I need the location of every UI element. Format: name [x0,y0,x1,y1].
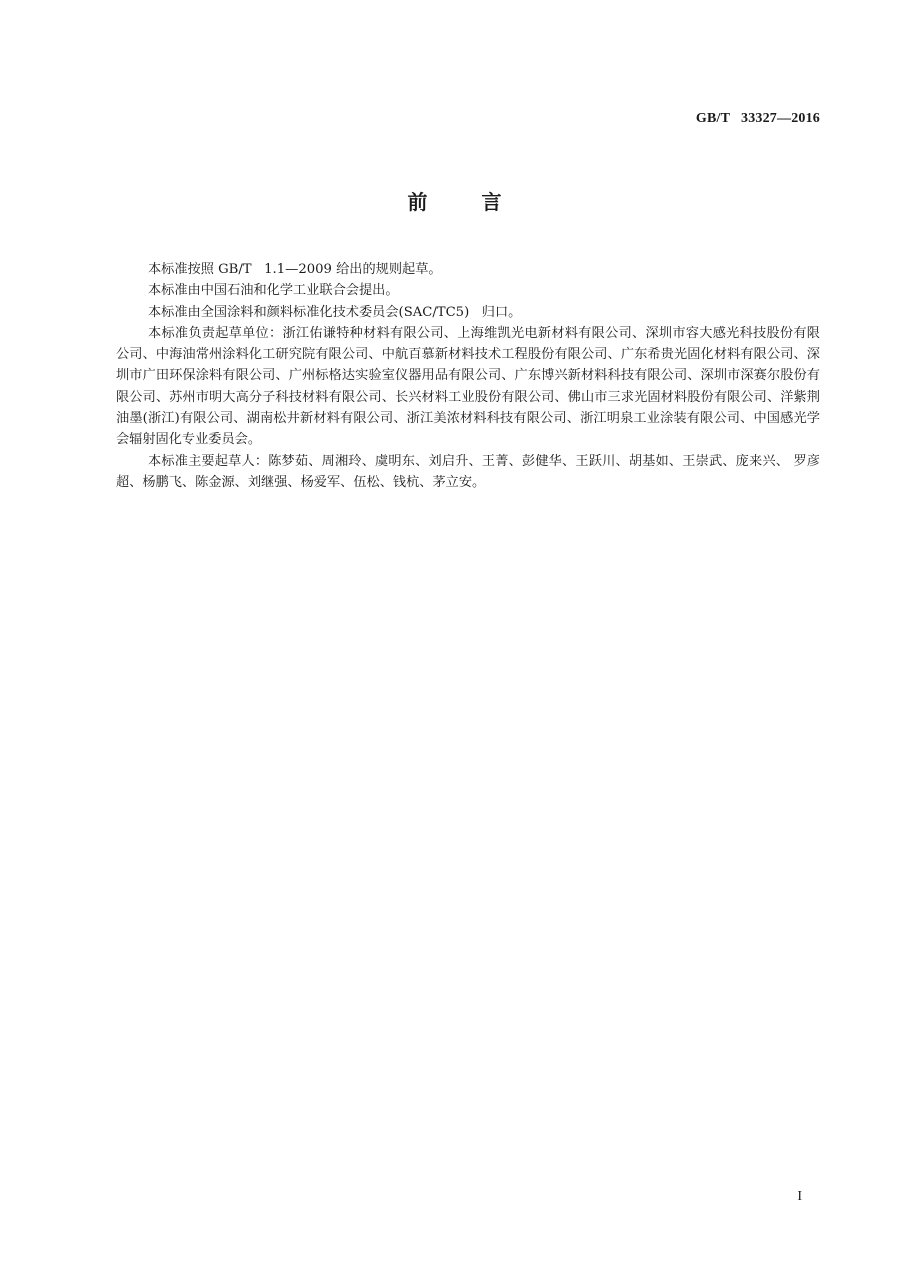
paragraph-drafting-rules: 本标准按照 GB/T 1.1—2009 给出的规则起草。 [148,262,442,277]
foreword-body [116,259,820,493]
page-number: I [797,1189,802,1204]
paragraph-drafters: 本标准主要起草人：陈梦茹、周湘玲、虞明东、刘启升、王菁、彭健华、王跃川、胡基如、王崇武、庞来兴、 罗彦超、杨鹏飞、陈金源、刘继强、杨爱军、伍松、钱杭、茅立安。 [116,453,820,490]
paragraph-drafting-organizations: 本标准负责起草单位：浙江佑谦特种材料有限公司、上海维凯光电新材料有限公司、深圳市容大感光科技股份有限公司、中海油常州涂料化工研究院有限公司、中航百慕新材料技术工程股份有限公司、广东希贵光固化材料有限公司、深圳市广田环保涂料有限公司、广州标格达实验室仪器用品有限公司、广东博兴新材料科技有限公司、深圳市深赛尔股份有限公司、苏州市明大高分子科技材料有限公司、长兴材料工业股份有限公司、佛山市三求光固材料股份有限公司、洋紫荆油墨(浙江)有限公司、湖南松井新材料有限公司、浙江美浓材料科技有限公司、浙江明泉工业涂装有限公司、中国感光学会辐射固化专业委员会。 [116,325,820,448]
paragraph-technical-committee: 本标准由全国涂料和颜料标准化技术委员会(SAC/TC5) 归口。 [148,304,522,320]
paragraph-proposer: 本标准由中国石油和化学工业联合会提出。 [148,283,399,299]
standard-number: GB/T 33327—2016 [695,111,820,126]
page-title: 前言 [407,190,556,214]
